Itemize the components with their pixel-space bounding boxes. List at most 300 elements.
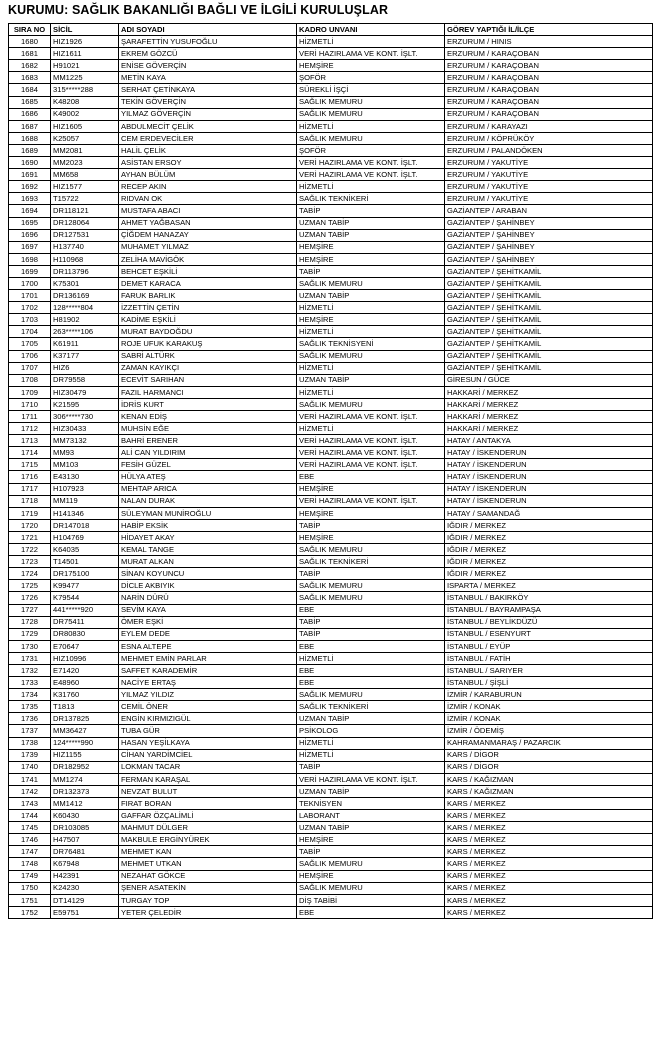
cell-sicil: H137740	[51, 241, 119, 253]
cell-gorev-il-ilce: HAKKARİ / MERKEZ	[445, 411, 653, 423]
cell-sira-no: 1727	[9, 604, 51, 616]
cell-adi-soyadi: YETER ÇELEDİR	[119, 906, 297, 918]
cell-sicil: K48208	[51, 96, 119, 108]
cell-sira-no: 1719	[9, 507, 51, 519]
cell-sicil: K49002	[51, 108, 119, 120]
cell-sicil: E71420	[51, 664, 119, 676]
cell-sicil: T1813	[51, 701, 119, 713]
cell-kadro-unvani: TABİP	[297, 761, 445, 773]
cell-kadro-unvani: VERİ HAZIRLAMA VE KONT. İŞLT.	[297, 48, 445, 60]
cell-sira-no: 1686	[9, 108, 51, 120]
cell-kadro-unvani: HİZMETLİ	[297, 652, 445, 664]
table-row	[9, 374, 653, 386]
cell-adi-soyadi: FAZIL HARMANCI	[119, 386, 297, 398]
cell-kadro-unvani: HEMŞİRE	[297, 870, 445, 882]
cell-sicil: T15722	[51, 193, 119, 205]
table-row	[9, 314, 653, 326]
cell-gorev-il-ilce: ERZURUM / KÖPRÜKÖY	[445, 132, 653, 144]
table-row	[9, 677, 653, 689]
cell-sicil: DR127531	[51, 229, 119, 241]
cell-sira-no: 1750	[9, 882, 51, 894]
cell-gorev-il-ilce: ERZURUM / YAKUTİYE	[445, 169, 653, 181]
cell-gorev-il-ilce: GAZİANTEP / ŞEHİTKAMİL	[445, 314, 653, 326]
cell-kadro-unvani: SAĞLIK TEKNİKERİ	[297, 701, 445, 713]
cell-sira-no: 1729	[9, 628, 51, 640]
cell-adi-soyadi: TURGAY TOP	[119, 894, 297, 906]
cell-sicil: MM1225	[51, 72, 119, 84]
cell-kadro-unvani: SAĞLIK TEKNİKERİ	[297, 556, 445, 568]
cell-adi-soyadi: SERHAT ÇETİNKAYA	[119, 84, 297, 96]
table-row	[9, 870, 653, 882]
table-row	[9, 471, 653, 483]
cell-kadro-unvani: ŞOFÖR	[297, 144, 445, 156]
cell-kadro-unvani: TEKNİSYEN	[297, 798, 445, 810]
cell-adi-soyadi: CEMİL ÖNER	[119, 701, 297, 713]
cell-sicil: K75301	[51, 277, 119, 289]
cell-adi-soyadi: EYLEM DEDE	[119, 628, 297, 640]
cell-adi-soyadi: DİCLE AKBIYIK	[119, 580, 297, 592]
cell-gorev-il-ilce: IĞDIR / MERKEZ	[445, 544, 653, 556]
cell-sicil: MM2081	[51, 144, 119, 156]
cell-adi-soyadi: MEHTAP ARICA	[119, 483, 297, 495]
cell-gorev-il-ilce: HATAY / SAMANDAĞ	[445, 507, 653, 519]
cell-adi-soyadi: MEHMET KAN	[119, 846, 297, 858]
cell-gorev-il-ilce: GAZİANTEP / ŞEHİTKAMİL	[445, 362, 653, 374]
cell-gorev-il-ilce: ERZURUM / KARAÇOBAN	[445, 60, 653, 72]
column-header-gorev-il-ilce: GÖREV YAPTIĞI İL/İLÇE	[445, 24, 653, 36]
cell-kadro-unvani: SAĞLIK MEMURU	[297, 858, 445, 870]
table-row	[9, 689, 653, 701]
cell-gorev-il-ilce: GİRESUN / GÜCE	[445, 374, 653, 386]
cell-sira-no: 1722	[9, 544, 51, 556]
column-header-sicil: SİCİL	[51, 24, 119, 36]
cell-sira-no: 1725	[9, 580, 51, 592]
cell-sira-no: 1704	[9, 326, 51, 338]
cell-sicil: DR147018	[51, 519, 119, 531]
cell-kadro-unvani: HİZMETLİ	[297, 737, 445, 749]
table-row	[9, 761, 653, 773]
cell-adi-soyadi: ASİSTAN ERSOY	[119, 157, 297, 169]
cell-gorev-il-ilce: ERZURUM / HINIS	[445, 36, 653, 48]
cell-gorev-il-ilce: KARS / MERKEZ	[445, 798, 653, 810]
table-row	[9, 834, 653, 846]
cell-kadro-unvani: SAĞLIK MEMURU	[297, 350, 445, 362]
cell-sira-no: 1711	[9, 411, 51, 423]
cell-sira-no: 1726	[9, 592, 51, 604]
table-row	[9, 302, 653, 314]
document-title: KURUMU: SAĞLIK BAKANLIĞI BAĞLI VE İLGİLİ KURULUŞLAR	[8, 3, 389, 17]
table-row	[9, 411, 653, 423]
cell-sira-no: 1693	[9, 193, 51, 205]
cell-kadro-unvani: HEMŞİRE	[297, 60, 445, 72]
cell-sira-no: 1739	[9, 749, 51, 761]
cell-sira-no: 1695	[9, 217, 51, 229]
cell-gorev-il-ilce: GAZİANTEP / ŞEHİTKAMİL	[445, 290, 653, 302]
cell-sira-no: 1713	[9, 435, 51, 447]
cell-sira-no: 1682	[9, 60, 51, 72]
cell-gorev-il-ilce: GAZİANTEP / ŞEHİTKAMİL	[445, 326, 653, 338]
table-row	[9, 568, 653, 580]
cell-sira-no: 1710	[9, 398, 51, 410]
cell-gorev-il-ilce: İSTANBUL / FATİH	[445, 652, 653, 664]
cell-gorev-il-ilce: İSTANBUL / ESENYURT	[445, 628, 653, 640]
cell-sicil: 306*****730	[51, 411, 119, 423]
cell-adi-soyadi: HÜLYA ATEŞ	[119, 471, 297, 483]
cell-adi-soyadi: ÇİĞDEM HANAZAY	[119, 229, 297, 241]
cell-kadro-unvani: HEMŞİRE	[297, 314, 445, 326]
cell-sicil: DR80830	[51, 628, 119, 640]
cell-adi-soyadi: MEHMET UTKAN	[119, 858, 297, 870]
cell-sicil: MM73132	[51, 435, 119, 447]
table-row	[9, 652, 653, 664]
table-header-row	[9, 24, 653, 36]
cell-sira-no: 1707	[9, 362, 51, 374]
cell-gorev-il-ilce: KAHRAMANMARAŞ / PAZARCIK	[445, 737, 653, 749]
cell-kadro-unvani: SAĞLIK MEMURU	[297, 689, 445, 701]
cell-sira-no: 1687	[9, 120, 51, 132]
cell-gorev-il-ilce: ERZURUM / YAKUTİYE	[445, 157, 653, 169]
table-row	[9, 906, 653, 918]
cell-sira-no: 1744	[9, 810, 51, 822]
table-row	[9, 822, 653, 834]
table-row	[9, 229, 653, 241]
cell-gorev-il-ilce: GAZİANTEP / ŞAHİNBEY	[445, 229, 653, 241]
cell-kadro-unvani: SAĞLIK MEMURU	[297, 882, 445, 894]
table-row	[9, 519, 653, 531]
cell-sicil: 441*****920	[51, 604, 119, 616]
cell-kadro-unvani: TABİP	[297, 205, 445, 217]
cell-adi-soyadi: RECEP AKIN	[119, 181, 297, 193]
cell-kadro-unvani: HEMŞİRE	[297, 483, 445, 495]
cell-kadro-unvani: HİZMETLİ	[297, 181, 445, 193]
table-row	[9, 628, 653, 640]
cell-adi-soyadi: NARİN DÜRÜ	[119, 592, 297, 604]
cell-adi-soyadi: MAKBULE ERGİNYÜREK	[119, 834, 297, 846]
table-row	[9, 217, 653, 229]
cell-gorev-il-ilce: KARS / MERKEZ	[445, 834, 653, 846]
cell-adi-soyadi: HASAN YEŞİLKAYA	[119, 737, 297, 749]
cell-adi-soyadi: MURAT BAYDOĞDU	[119, 326, 297, 338]
table-row	[9, 701, 653, 713]
cell-sicil: DR175100	[51, 568, 119, 580]
cell-sicil: K60430	[51, 810, 119, 822]
cell-adi-soyadi: ENİSE GÖVERÇİN	[119, 60, 297, 72]
cell-gorev-il-ilce: IĞDIR / MERKEZ	[445, 531, 653, 543]
cell-sicil: E59751	[51, 906, 119, 918]
cell-adi-soyadi: YILMAZ GÖVERÇİN	[119, 108, 297, 120]
cell-sicil: MM658	[51, 169, 119, 181]
cell-sicil: MM2023	[51, 157, 119, 169]
cell-sicil: HIZ10996	[51, 652, 119, 664]
cell-sira-no: 1688	[9, 132, 51, 144]
cell-adi-soyadi: AHMET YAĞBASAN	[119, 217, 297, 229]
cell-sira-no: 1746	[9, 834, 51, 846]
cell-adi-soyadi: FESİH GÜZEL	[119, 459, 297, 471]
table-row	[9, 96, 653, 108]
cell-gorev-il-ilce: ERZURUM / PALANDÖKEN	[445, 144, 653, 156]
cell-sicil: DR113796	[51, 265, 119, 277]
cell-kadro-unvani: UZMAN TABİP	[297, 290, 445, 302]
cell-sira-no: 1732	[9, 664, 51, 676]
table-row	[9, 544, 653, 556]
cell-kadro-unvani: TABİP	[297, 519, 445, 531]
cell-sicil: DR128064	[51, 217, 119, 229]
cell-adi-soyadi: HALİL ÇELİK	[119, 144, 297, 156]
cell-adi-soyadi: EKREM GÖZCÜ	[119, 48, 297, 60]
cell-kadro-unvani: VERİ HAZIRLAMA VE KONT. İŞLT.	[297, 169, 445, 181]
cell-kadro-unvani: UZMAN TABİP	[297, 229, 445, 241]
cell-sicil: K25057	[51, 132, 119, 144]
cell-sicil: K24230	[51, 882, 119, 894]
cell-gorev-il-ilce: HATAY / İSKENDERUN	[445, 495, 653, 507]
cell-sira-no: 1681	[9, 48, 51, 60]
cell-adi-soyadi: SAFFET KARADEMİR	[119, 664, 297, 676]
table-row	[9, 882, 653, 894]
cell-kadro-unvani: VERİ HAZIRLAMA VE KONT. İŞLT.	[297, 495, 445, 507]
table-row	[9, 495, 653, 507]
cell-sicil: HIZ30479	[51, 386, 119, 398]
cell-sicil: HIZ6	[51, 362, 119, 374]
cell-adi-soyadi: NACİYE ERTAŞ	[119, 677, 297, 689]
table-row	[9, 459, 653, 471]
table-row	[9, 205, 653, 217]
cell-adi-soyadi: DEMET KARACA	[119, 277, 297, 289]
cell-sira-no: 1701	[9, 290, 51, 302]
cell-sira-no: 1733	[9, 677, 51, 689]
table-row	[9, 108, 653, 120]
cell-kadro-unvani: HİZMETLİ	[297, 326, 445, 338]
cell-sicil: K67948	[51, 858, 119, 870]
cell-kadro-unvani: UZMAN TABİP	[297, 374, 445, 386]
cell-sicil: K79544	[51, 592, 119, 604]
table-row	[9, 386, 653, 398]
table-row	[9, 193, 653, 205]
cell-kadro-unvani: VERİ HAZIRLAMA VE KONT. İŞLT.	[297, 435, 445, 447]
table-row	[9, 785, 653, 797]
cell-kadro-unvani: TABİP	[297, 568, 445, 580]
cell-sira-no: 1689	[9, 144, 51, 156]
personnel-table	[8, 23, 653, 919]
cell-gorev-il-ilce: İZMİR / KONAK	[445, 713, 653, 725]
cell-gorev-il-ilce: ERZURUM / KARAÇOBAN	[445, 48, 653, 60]
cell-kadro-unvani: PSİKOLOG	[297, 725, 445, 737]
cell-sicil: H104769	[51, 531, 119, 543]
cell-gorev-il-ilce: KARS / MERKEZ	[445, 882, 653, 894]
cell-kadro-unvani: SAĞLIK MEMURU	[297, 592, 445, 604]
cell-sicil: MM93	[51, 447, 119, 459]
cell-adi-soyadi: SİNAN KOYUNCU	[119, 568, 297, 580]
cell-adi-soyadi: YILMAZ YILDIZ	[119, 689, 297, 701]
cell-gorev-il-ilce: GAZİANTEP / ŞEHİTKAMİL	[445, 302, 653, 314]
cell-sicil: HIZ1611	[51, 48, 119, 60]
cell-gorev-il-ilce: İSTANBUL / BAYRAMPAŞA	[445, 604, 653, 616]
table-row	[9, 350, 653, 362]
cell-sicil: E43130	[51, 471, 119, 483]
cell-sicil: DR182952	[51, 761, 119, 773]
table-row	[9, 132, 653, 144]
cell-kadro-unvani: SAĞLIK MEMURU	[297, 544, 445, 556]
cell-sicil: HIZ1155	[51, 749, 119, 761]
cell-gorev-il-ilce: İSTANBUL / ŞİŞLİ	[445, 677, 653, 689]
cell-sira-no: 1680	[9, 36, 51, 48]
cell-sira-no: 1743	[9, 798, 51, 810]
cell-adi-soyadi: CEM ERDEVECİLER	[119, 132, 297, 144]
cell-sira-no: 1703	[9, 314, 51, 326]
cell-kadro-unvani: SAĞLIK MEMURU	[297, 580, 445, 592]
table-row	[9, 592, 653, 604]
cell-adi-soyadi: MAHMUT DÜLGER	[119, 822, 297, 834]
cell-sira-no: 1728	[9, 616, 51, 628]
cell-sicil: DT14129	[51, 894, 119, 906]
cell-gorev-il-ilce: İSTANBUL / BEYLİKDÜZÜ	[445, 616, 653, 628]
cell-sicil: K99477	[51, 580, 119, 592]
table-row	[9, 181, 653, 193]
table-row	[9, 616, 653, 628]
cell-sira-no: 1696	[9, 229, 51, 241]
cell-sira-no: 1692	[9, 181, 51, 193]
cell-adi-soyadi: SEVİM KAYA	[119, 604, 297, 616]
cell-gorev-il-ilce: KARS / DİGOR	[445, 761, 653, 773]
cell-kadro-unvani: SAĞLIK MEMURU	[297, 277, 445, 289]
column-header-sira-no: SIRA NO	[9, 24, 51, 36]
cell-sicil: MM1412	[51, 798, 119, 810]
cell-gorev-il-ilce: ERZURUM / YAKUTİYE	[445, 181, 653, 193]
cell-adi-soyadi: NALAN DURAK	[119, 495, 297, 507]
cell-gorev-il-ilce: KARS / MERKEZ	[445, 906, 653, 918]
cell-sira-no: 1721	[9, 531, 51, 543]
cell-sira-no: 1697	[9, 241, 51, 253]
cell-adi-soyadi: GAFFAR ÖZÇALİMLİ	[119, 810, 297, 822]
cell-gorev-il-ilce: HATAY / İSKENDERUN	[445, 447, 653, 459]
cell-adi-soyadi: NEZAHAT GÖKCE	[119, 870, 297, 882]
cell-sira-no: 1712	[9, 423, 51, 435]
cell-gorev-il-ilce: KARS / KAĞIZMAN	[445, 773, 653, 785]
table-row	[9, 435, 653, 447]
table-row	[9, 858, 653, 870]
cell-sira-no: 1702	[9, 302, 51, 314]
cell-gorev-il-ilce: GAZİANTEP / ŞAHİNBEY	[445, 217, 653, 229]
table-row	[9, 580, 653, 592]
cell-gorev-il-ilce: İSTANBUL / SARIYER	[445, 664, 653, 676]
cell-adi-soyadi: KENAN EDİŞ	[119, 411, 297, 423]
cell-sira-no: 1735	[9, 701, 51, 713]
cell-adi-soyadi: RIDVAN OK	[119, 193, 297, 205]
cell-sira-no: 1691	[9, 169, 51, 181]
cell-sicil: H81902	[51, 314, 119, 326]
table-row	[9, 737, 653, 749]
cell-gorev-il-ilce: IĞDIR / MERKEZ	[445, 556, 653, 568]
cell-sira-no: 1708	[9, 374, 51, 386]
cell-sira-no: 1731	[9, 652, 51, 664]
cell-kadro-unvani: HİZMETLİ	[297, 302, 445, 314]
table-row	[9, 398, 653, 410]
cell-sicil: MM103	[51, 459, 119, 471]
cell-sira-no: 1741	[9, 773, 51, 785]
cell-sira-no: 1740	[9, 761, 51, 773]
cell-adi-soyadi: LOKMAN TACAR	[119, 761, 297, 773]
cell-gorev-il-ilce: İZMİR / KARABURUN	[445, 689, 653, 701]
cell-sicil: K37177	[51, 350, 119, 362]
cell-kadro-unvani: HİZMETLİ	[297, 386, 445, 398]
cell-sicil: T14501	[51, 556, 119, 568]
cell-gorev-il-ilce: ERZURUM / KARAYAZI	[445, 120, 653, 132]
cell-sicil: H47507	[51, 834, 119, 846]
cell-gorev-il-ilce: GAZİANTEP / ŞEHİTKAMİL	[445, 265, 653, 277]
cell-sicil: E48960	[51, 677, 119, 689]
cell-kadro-unvani: EBE	[297, 604, 445, 616]
cell-kadro-unvani: HEMŞİRE	[297, 507, 445, 519]
table-row	[9, 120, 653, 132]
cell-adi-soyadi: AYHAN BÜLÜM	[119, 169, 297, 181]
cell-gorev-il-ilce: İZMİR / KONAK	[445, 701, 653, 713]
table-row	[9, 84, 653, 96]
cell-sicil: K21595	[51, 398, 119, 410]
cell-sira-no: 1742	[9, 785, 51, 797]
table-row	[9, 664, 653, 676]
cell-adi-soyadi: İZZETTİN ÇETİN	[119, 302, 297, 314]
cell-adi-soyadi: ÖMER EŞKİ	[119, 616, 297, 628]
cell-kadro-unvani: VERİ HAZIRLAMA VE KONT. İŞLT.	[297, 447, 445, 459]
cell-sicil: 315*****288	[51, 84, 119, 96]
table-row	[9, 277, 653, 289]
cell-kadro-unvani: HEMŞİRE	[297, 253, 445, 265]
cell-sira-no: 1734	[9, 689, 51, 701]
cell-sicil: DR103085	[51, 822, 119, 834]
cell-gorev-il-ilce: KARS / KAĞIZMAN	[445, 785, 653, 797]
cell-sicil: DR118121	[51, 205, 119, 217]
cell-sicil: 263*****106	[51, 326, 119, 338]
cell-sicil: MM119	[51, 495, 119, 507]
table-row	[9, 423, 653, 435]
cell-adi-soyadi: ZAMAN KAYIKÇI	[119, 362, 297, 374]
column-header-kadro-unvani: KADRO UNVANI	[297, 24, 445, 36]
cell-kadro-unvani: SÜREKLİ İŞÇİ	[297, 84, 445, 96]
cell-sira-no: 1690	[9, 157, 51, 169]
cell-gorev-il-ilce: HAKKARİ / MERKEZ	[445, 423, 653, 435]
table-row	[9, 72, 653, 84]
cell-gorev-il-ilce: GAZİANTEP / ŞAHİNBEY	[445, 253, 653, 265]
cell-gorev-il-ilce: GAZİANTEP / ARABAN	[445, 205, 653, 217]
cell-sira-no: 1745	[9, 822, 51, 834]
cell-sicil: HIZ30433	[51, 423, 119, 435]
cell-sira-no: 1752	[9, 906, 51, 918]
cell-sira-no: 1723	[9, 556, 51, 568]
cell-sira-no: 1709	[9, 386, 51, 398]
cell-sicil: DR75411	[51, 616, 119, 628]
cell-sicil: H42391	[51, 870, 119, 882]
cell-kadro-unvani: TABİP	[297, 616, 445, 628]
cell-kadro-unvani: UZMAN TABİP	[297, 217, 445, 229]
cell-adi-soyadi: BAHRİ ERENER	[119, 435, 297, 447]
cell-adi-soyadi: MEHMET EMİN PARLAR	[119, 652, 297, 664]
cell-adi-soyadi: MUHAMET YILMAZ	[119, 241, 297, 253]
cell-sira-no: 1683	[9, 72, 51, 84]
table-row	[9, 507, 653, 519]
cell-sira-no: 1715	[9, 459, 51, 471]
cell-kadro-unvani: HEMŞİRE	[297, 531, 445, 543]
cell-adi-soyadi: KADİME EŞKİLİ	[119, 314, 297, 326]
cell-sira-no: 1714	[9, 447, 51, 459]
cell-sicil: MM1274	[51, 773, 119, 785]
cell-kadro-unvani: EBE	[297, 471, 445, 483]
cell-sira-no: 1748	[9, 858, 51, 870]
cell-sira-no: 1694	[9, 205, 51, 217]
cell-gorev-il-ilce: İSTANBUL / BAKIRKÖY	[445, 592, 653, 604]
cell-sira-no: 1705	[9, 338, 51, 350]
cell-adi-soyadi: TEKİN GÖVERÇİN	[119, 96, 297, 108]
table-row	[9, 241, 653, 253]
cell-adi-soyadi: ENGİN KIRMIZIGÜL	[119, 713, 297, 725]
